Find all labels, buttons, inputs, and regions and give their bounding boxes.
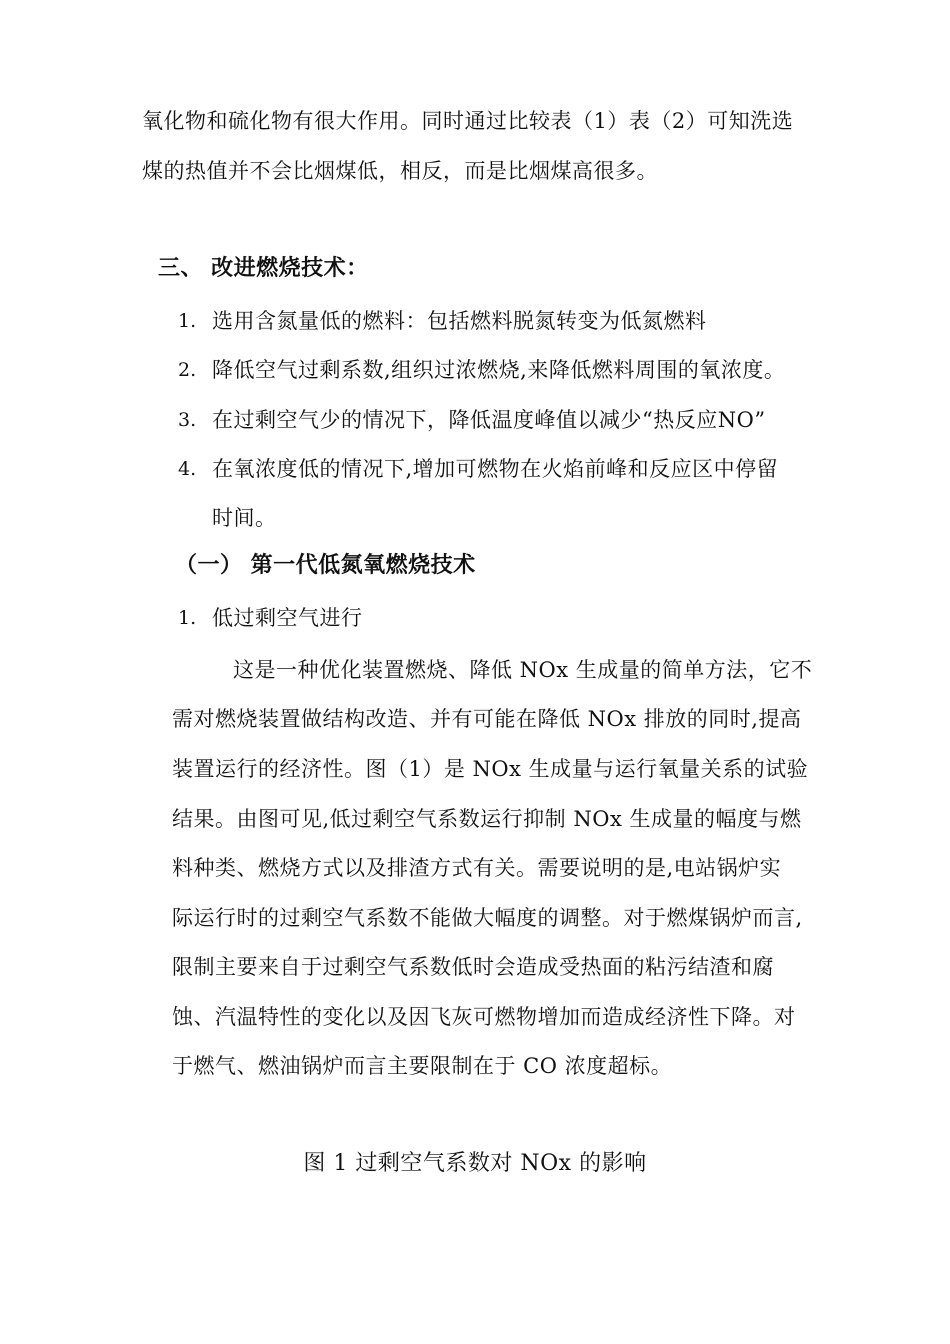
list-item-number: 1. [178,310,197,332]
paragraph-line: 结果。由图可见,低过剩空气系数运行抑制 NOx 生成量的幅度与燃 [172,807,802,831]
list-item-text: 选用含氮量低的燃料：包括燃料脱氮转变为低氮燃料 [212,309,707,333]
subsection-item-label: 低过剩空气进行 [212,606,363,630]
intro-line-1: 氧化物和硫化物有很大作用。同时通过比较表（1）表（2）可知洗选 [142,109,794,133]
paragraph-line: 于燃气、燃油锅炉而言主要限制在于 CO 浓度超标。 [172,1054,673,1078]
list-item-text: 在氧浓度低的情况下,增加可燃物在火焰前峰和反应区中停留 [212,457,779,481]
subsection-1-heading: （一） 第一代低氮氧燃烧技术 [175,553,476,578]
paragraph-line: 需对燃烧装置做结构改造、并有可能在降低 NOx 排放的同时,提高 [172,707,802,731]
paragraph-line: 际运行时的过剩空气系数不能做大幅度的调整。对于燃煤锅炉而言, [172,906,803,930]
paragraph-line: 料种类、燃烧方式以及排渣方式有关。需要说明的是,电站锅炉实 [172,856,782,880]
list-item-number: 4. [178,458,197,480]
list-item-text: 在过剩空气少的情况下，降低温度峰值以减少“热反应NO” [212,408,766,432]
figure-caption: 图 1 过剩空气系数对 NOx 的影响 [303,1151,647,1176]
list-item-number: 3. [178,409,197,431]
paragraph-line: 限制主要来自于过剩空气系数低时会造成受热面的粘污结渣和腐 [172,955,774,979]
intro-line-2: 煤的热值并不会比烟煤低，相反，而是比烟煤高很多。 [142,159,658,183]
section-3-heading: 三、 改进燃烧技术： [158,256,369,281]
list-item-number: 2. [178,359,197,381]
paragraph-line: 这是一种优化装置燃烧、降低 NOx 生成量的简单方法，它不 [233,658,813,682]
paragraph-line: 蚀、汽温特性的变化以及因飞灰可燃物增加而造成经济性下降。对 [172,1005,796,1029]
subsection-item-number: 1. [178,607,197,629]
list-item-text: 降低空气过剩系数,组织过浓燃烧,来降低燃料周围的氧浓度。 [212,358,786,382]
paragraph-line: 装置运行的经济性。图（1）是 NOx 生成量与运行氧量关系的试验 [172,757,809,781]
list-item-text-continuation: 时间。 [212,506,277,530]
